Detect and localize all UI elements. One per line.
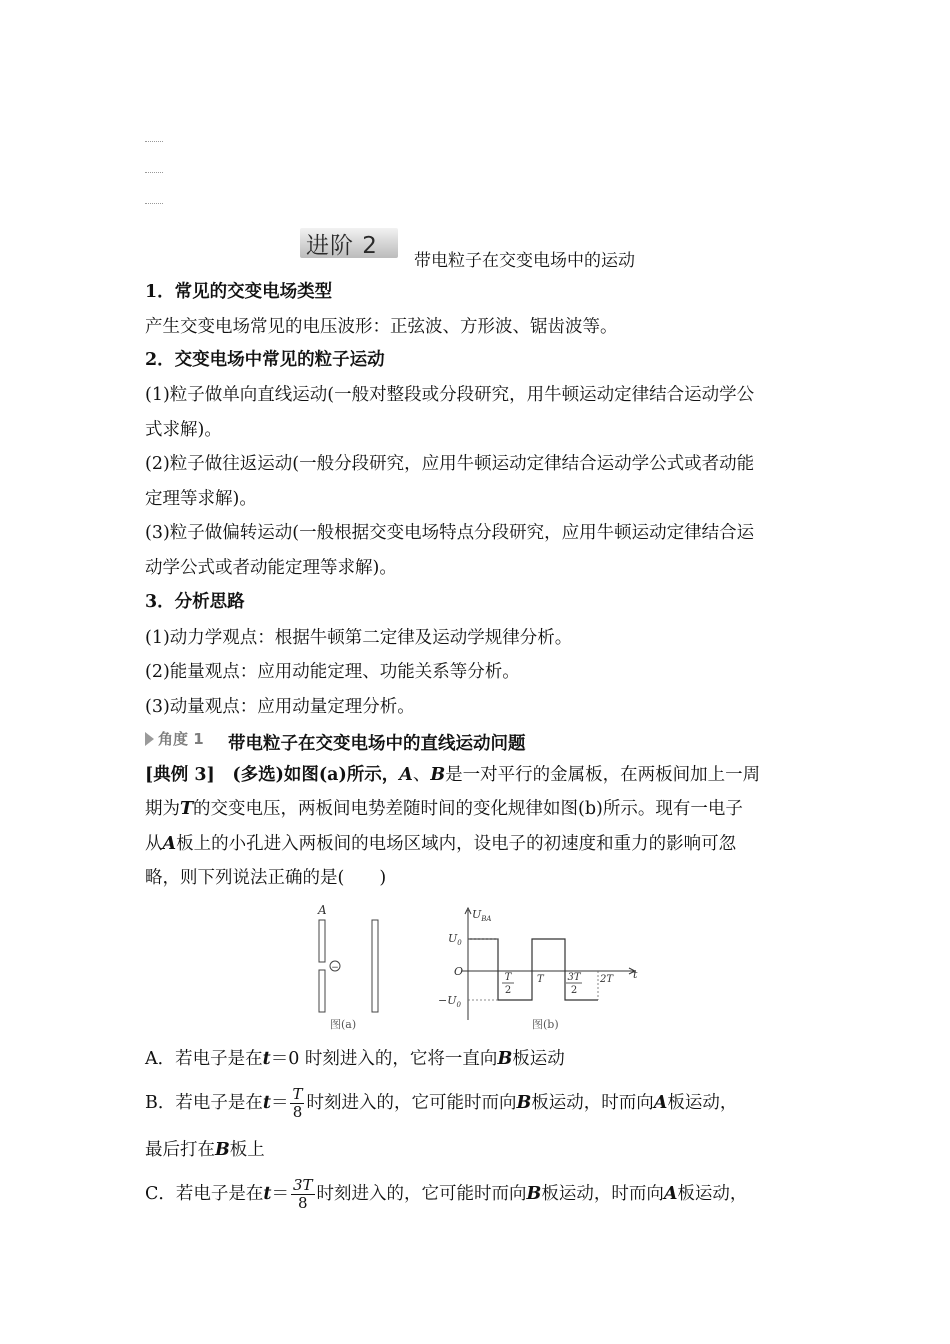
option-c-text-4: 板运动， [677, 1184, 748, 1204]
problem-figure [300, 900, 660, 1040]
option-c-B: B [526, 1184, 542, 1204]
option-c-t: t [263, 1184, 272, 1204]
option-a-t: t [262, 1049, 271, 1069]
option-c-A: A [663, 1184, 678, 1204]
option-c-text-2: 时刻进入的，它可能时而向 [316, 1184, 527, 1204]
option-c-fraction [291, 1177, 315, 1212]
example-line-2 [145, 797, 743, 821]
example-l1-c: 是一对平行的金属板，在两板间加上一周 [445, 765, 761, 785]
section-1-text: 产生交变电场常见的电压波形：正弦波、方形波、锯齿波等。 [145, 317, 618, 337]
option-c-den: 8 [297, 1194, 308, 1212]
u0-label: $U_0$ [448, 932, 462, 947]
section-2-p2-line1: (2)粒子做往返运动(一般分段研究，应用牛顿运动定律结合运动学公式或者动能 [145, 454, 755, 474]
banner-label: 进阶 2 [306, 233, 378, 259]
example-line-4: 略，则下列说法正确的是( ) [145, 868, 387, 888]
section-3-title: 3．分析思路 [145, 592, 245, 612]
option-b-B: B [516, 1093, 532, 1113]
option-c-eq: ＝ [271, 1184, 289, 1204]
option-b-text-1: B．若电子是在 [145, 1093, 263, 1113]
option-c-text-3: 板运动，时而向 [541, 1184, 664, 1204]
example-l2-T: T [180, 799, 194, 819]
tick-half-num: T [504, 972, 512, 983]
t-axis-label: t [633, 968, 638, 981]
section-1-title: 1．常见的交变电场类型 [145, 282, 333, 302]
tick-3half-num: 3T [567, 972, 581, 983]
option-b-line-2 [145, 1138, 265, 1162]
angle-tag: 角度 1 [158, 730, 204, 748]
example-l2-b: 的交变电压，两板间电势差随时间的变化规律如图(b)所示。现有一电子 [193, 799, 743, 819]
option-b-l2-B: B [215, 1140, 230, 1160]
electron-sign: − [331, 963, 339, 973]
section-3-p1: (1)动力学观点：根据牛顿第二定律及运动学规律分析。 [145, 628, 573, 648]
option-b-l2-text-1: 最后打在 [145, 1140, 215, 1160]
example-line-1 [145, 763, 760, 787]
option-b-text-2: 时刻进入的，它可能时而向 [306, 1093, 517, 1113]
y-axis-label: $U_{BA}$ [472, 908, 492, 923]
section-2-p3-line2: 动学公式或者动能定理等求解)。 [145, 558, 397, 578]
option-c-num: 3T [292, 1176, 313, 1194]
figure-b [438, 908, 638, 1031]
option-b-text-4: 板运动， [667, 1093, 738, 1113]
section-3-p3: (3)动量观点：应用动量定理分析。 [145, 697, 415, 717]
option-a [145, 1047, 565, 1071]
option-b-text-3: 板运动，时而向 [531, 1093, 654, 1113]
tick-3half-den: 2 [570, 985, 578, 996]
option-b-A: A [653, 1093, 668, 1113]
section-2-p1-line1: (1)粒子做单向直线运动(一般对整段或分段研究，用牛顿运动定律结合运动学公 [145, 385, 755, 405]
example-line-3 [145, 832, 736, 856]
option-a-text-2: ＝0 时刻进入的，它将一直向 [270, 1049, 498, 1069]
plate-a-upper [319, 920, 325, 962]
section-2-title: 2．交变电场中常见的粒子运动 [145, 350, 385, 370]
header-dots-2 [145, 172, 163, 173]
example-l1-B: B [430, 765, 446, 785]
option-c-text-1: C．若电子是在 [145, 1184, 264, 1204]
option-b-num: T [292, 1085, 303, 1103]
tick-T: T [537, 974, 544, 985]
angle-title: 带电粒子在交变电场中的直线运动问题 [228, 734, 526, 754]
banner-subtitle: 带电粒子在交变电场中的运动 [414, 251, 635, 271]
example-l1-A: A [399, 765, 413, 785]
example-l3-a: 从 [145, 834, 163, 854]
option-b-den: 8 [292, 1103, 303, 1121]
plate-b [372, 920, 378, 1012]
tick-half-den: 2 [504, 985, 512, 996]
tick-2T: 2T [600, 974, 614, 985]
plate-a-lower [319, 970, 325, 1012]
figure-a [317, 903, 378, 1031]
section-2-p3-line1: (3)粒子做偏转运动(一般根据交变电场特点分段研究，应用牛顿运动定律结合运 [145, 523, 755, 543]
section-2-p2-line2: 定理等求解)。 [145, 489, 257, 509]
option-a-text-3: 板运动 [512, 1049, 565, 1069]
option-c-line-1 [145, 1174, 747, 1214]
plate-a-label: A [318, 903, 327, 917]
option-a-text-1: A．若电子是在 [145, 1049, 263, 1069]
option-b-fraction [290, 1086, 304, 1121]
origin-label: O [454, 965, 464, 978]
example-l1-b: 、 [412, 765, 431, 785]
option-b-eq: ＝ [270, 1093, 289, 1113]
section-2-p1-line2: 式求解)。 [145, 420, 222, 440]
section-3-p2: (2)能量观点：应用动能定理、功能关系等分析。 [145, 662, 520, 682]
example-l3-A: A [162, 834, 177, 854]
example-l1-a: [典例 3] (多选)如图(a)所示， [145, 765, 400, 785]
header-dots-3 [145, 203, 163, 204]
option-b-l2-text-2: 板上 [229, 1140, 265, 1160]
square-wave [468, 939, 598, 1000]
option-b-t: t [262, 1093, 271, 1113]
figure-b-caption: 图(b) [532, 1018, 559, 1031]
angle-arrow-icon [145, 732, 154, 746]
example-l2-a: 期为 [145, 799, 180, 819]
neg-u0-label: $-U_0$ [438, 994, 461, 1009]
header-dots-1 [145, 141, 163, 142]
option-b-line-1 [145, 1083, 737, 1123]
option-a-B: B [497, 1049, 513, 1069]
figure-a-caption: 图(a) [330, 1018, 357, 1031]
example-l3-b: 板上的小孔进入两板间的电场区域内，设电子的初速度和重力的影响可忽 [176, 834, 737, 854]
